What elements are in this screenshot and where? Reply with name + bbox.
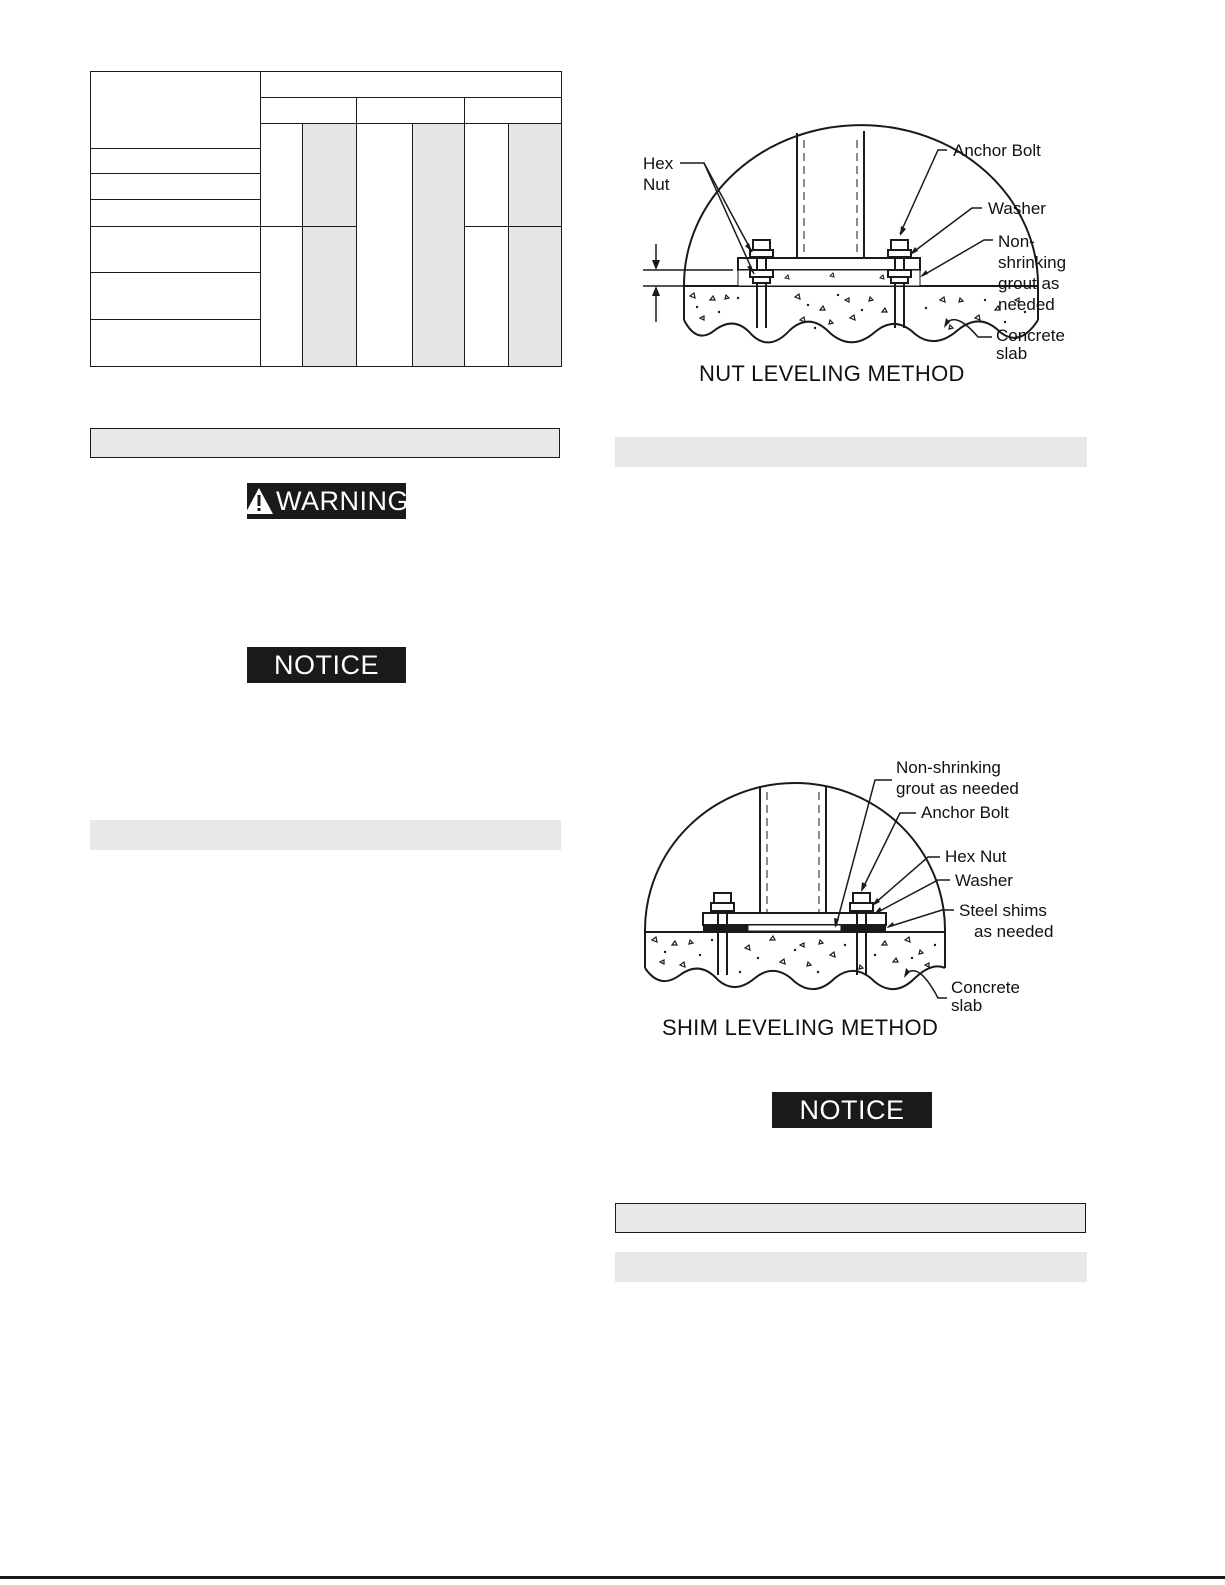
hex-nut-label: Hex Nut — [643, 154, 674, 194]
anchor-bolt-label: Anchor Bolt — [953, 141, 1041, 160]
shim-concrete-slab-label: Concrete slab — [951, 978, 1020, 1015]
washer-label: Washer — [988, 199, 1046, 218]
section-heading-bar-4 — [615, 1203, 1086, 1233]
concrete-slab-label: Concrete slab — [996, 326, 1065, 363]
shim-grout-label: Non-shrinking grout as needed — [896, 758, 1019, 798]
shim-leveling-caption: SHIM LEVELING METHOD — [662, 1015, 939, 1040]
notice-text-2: NOTICE — [799, 1094, 905, 1125]
warning-text: WARNING — [276, 485, 409, 516]
shim-hex-nut-label: Hex Nut — [945, 847, 1007, 866]
notice-text-1: NOTICE — [273, 649, 379, 680]
shim-washer-label: Washer — [955, 871, 1013, 890]
section-heading-bar-5 — [615, 1252, 1087, 1282]
grout-label: Non- shrinking grout as needed — [998, 232, 1067, 314]
notice-label-2 — [772, 1092, 932, 1128]
footer-rule — [0, 1576, 1225, 1579]
nut-leveling-caption: NUT LEVELING METHOD — [699, 361, 965, 386]
steel-shims-label: Steel shims as needed — [959, 901, 1054, 941]
shim-anchor-bolt-label: Anchor Bolt — [921, 803, 1009, 822]
